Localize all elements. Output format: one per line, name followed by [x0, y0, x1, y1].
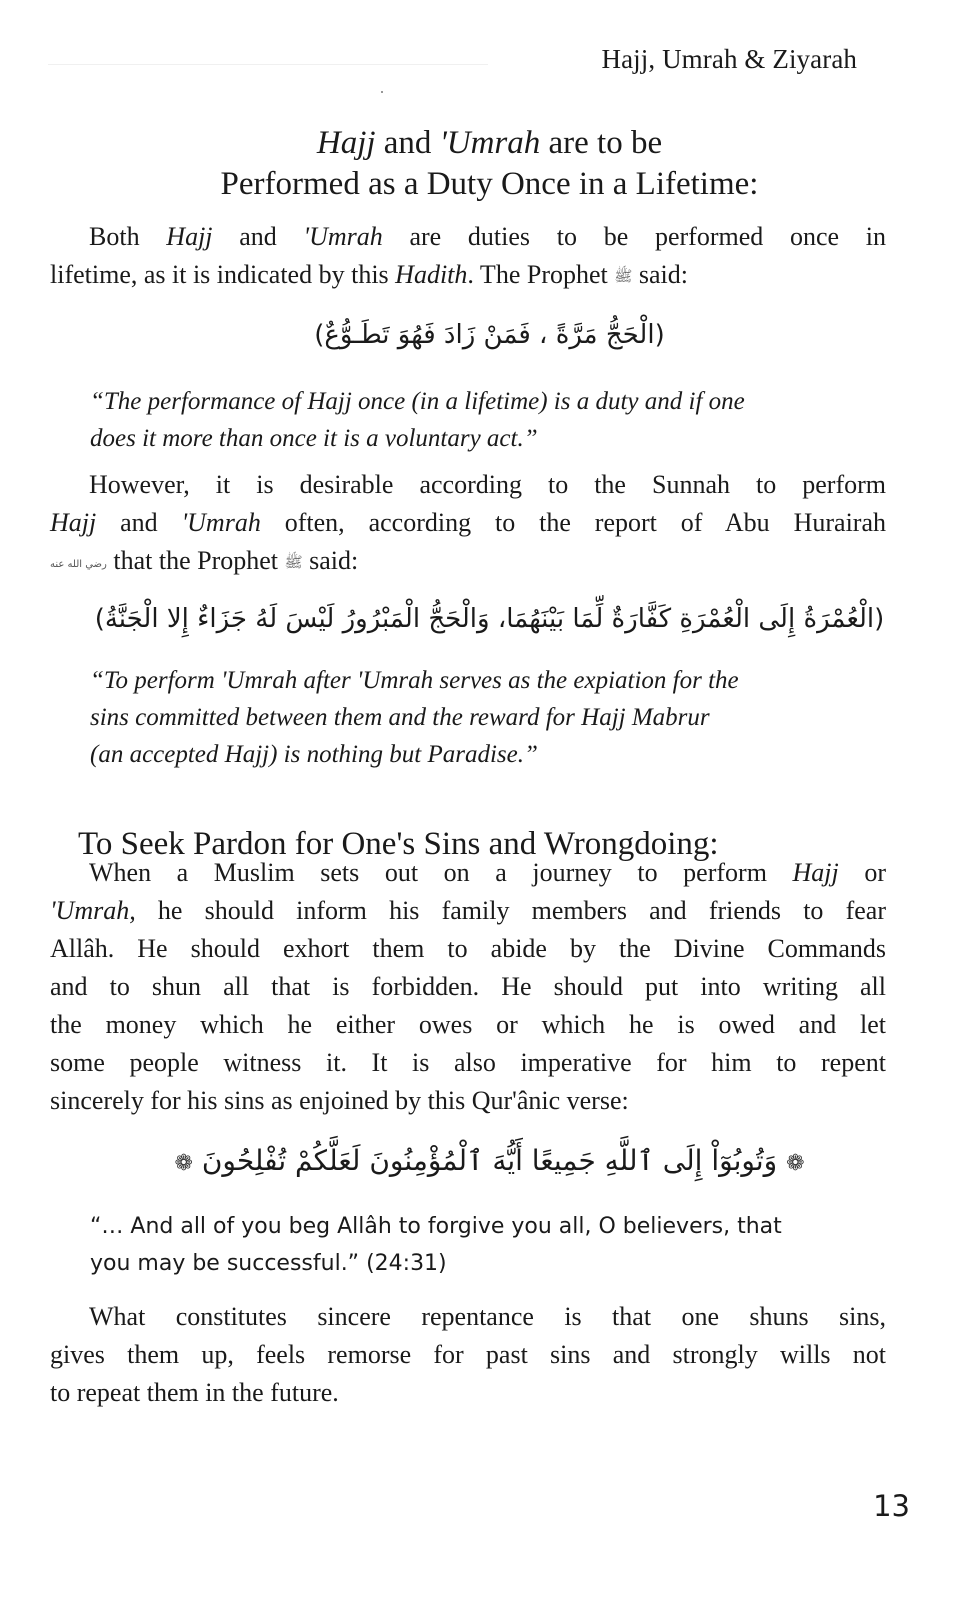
ayah-ornament-close-icon: ❁ [174, 1151, 193, 1176]
paragraph-repentance [50, 1298, 886, 1412]
hadith-translation-1: “The performance of Hajj once (in a lifetime) is a duty and if one does it more than once it is a voluntary act.” [90, 388, 745, 452]
paragraph-line: 'Umrah, he should inform his family members and friends to fear [50, 896, 886, 925]
quran-verse-translation: “… And all of you beg Allâh to forgive you all, O believers, that you may be successful.” (24:31) [90, 1214, 782, 1276]
paragraph-line: the money which he either owes or which he is owed and let [50, 1010, 886, 1039]
paragraph-journey [50, 854, 886, 1120]
paragraph-sunnah [50, 466, 886, 584]
paragraph-line: to repeat them in the future. [50, 1378, 339, 1407]
section-heading-duty-once [0, 123, 979, 205]
salutation-icon: ﷺ [284, 553, 303, 571]
paragraph-line: Allâh. He should exhort them to abide by the Divine Commands [50, 934, 886, 963]
paragraph-line: رضي الله عنه that the Prophet ﷺ said: [50, 546, 359, 575]
salutation-icon: ﷺ [614, 267, 633, 285]
quran-verse-arabic: ❁ وَتُوبُوٓاْ إِلَى ٱللَّهِ جَمِيعًا أَيُّهَ ٱلْمُؤْمِنُونَ لَعَلَّكُمْ تُفْلِحُونَ ❁ [174, 1144, 805, 1177]
paragraph-line: However, it is desirable according to the Sunnah to perform [89, 470, 886, 499]
paragraph-line: Hajj and 'Umrah often, according to the report of Abu Hurairah [50, 508, 886, 537]
paragraph-duties [50, 218, 886, 295]
section-heading-seek-pardon: To Seek Pardon for One's Sins and Wrongdoing: [78, 826, 719, 862]
heading-line-1: Hajj and 'Umrah are to be [316, 125, 663, 161]
heading-line-2: Performed as a Duty Once in a Lifetime: [220, 166, 759, 202]
paragraph-line: and to shun all that is forbidden. He should put into writing all [50, 972, 886, 1001]
header-rule [48, 64, 488, 65]
paragraph-line: gives them up, feels remorse for past sins and strongly wills not [50, 1340, 886, 1369]
paragraph-line: lifetime, as it is indicated by this Hadith. The Prophet ﷺ said: [50, 260, 688, 289]
hadith-arabic-1: (الْحَجُّ مَرَّةً ، فَمَنْ زَادَ فَهُوَ تَطَـوُّعٌ) [314, 320, 665, 350]
running-head: Hajj, Umrah & Ziyarah [601, 44, 857, 74]
radiallahu-anhu-icon: رضي الله عنه [50, 559, 107, 570]
hadith-translation-2: “To perform 'Umrah after 'Umrah serves as the expiation for the sins committed between them and the reward for Hajj Mabrur (an accepted Hajj) is nothing but Paradise.” [90, 667, 739, 768]
ayah-ornament-open-icon: ❁ [786, 1151, 805, 1176]
paragraph-line: Both Hajj and 'Umrah are duties to be performed once in [89, 222, 886, 251]
hadith-arabic-2: (الْعُمْرَةُ إِلَى الْعُمْرَةِ كَفَّارَةٌ لِّمَا بَيْنَهُمَا، وَالْحَجُّ الْمَبْرُورُ لَيْسَ لَهُ جَزَاءٌ إِلا الْجَنَّةُ) [94, 604, 885, 634]
paragraph-line: some people witness it. It is also imperative for him to repent [50, 1048, 886, 1077]
paragraph-line: sincerely for his sins as enjoined by this Qur'ânic verse: [50, 1086, 629, 1115]
paragraph-line: When a Muslim sets out on a journey to perform Hajj or [89, 858, 886, 887]
print-speck [381, 91, 383, 93]
page-number: 13 [873, 1489, 910, 1523]
paragraph-line: What constitutes sincere repentance is that one shuns sins, [89, 1302, 886, 1331]
